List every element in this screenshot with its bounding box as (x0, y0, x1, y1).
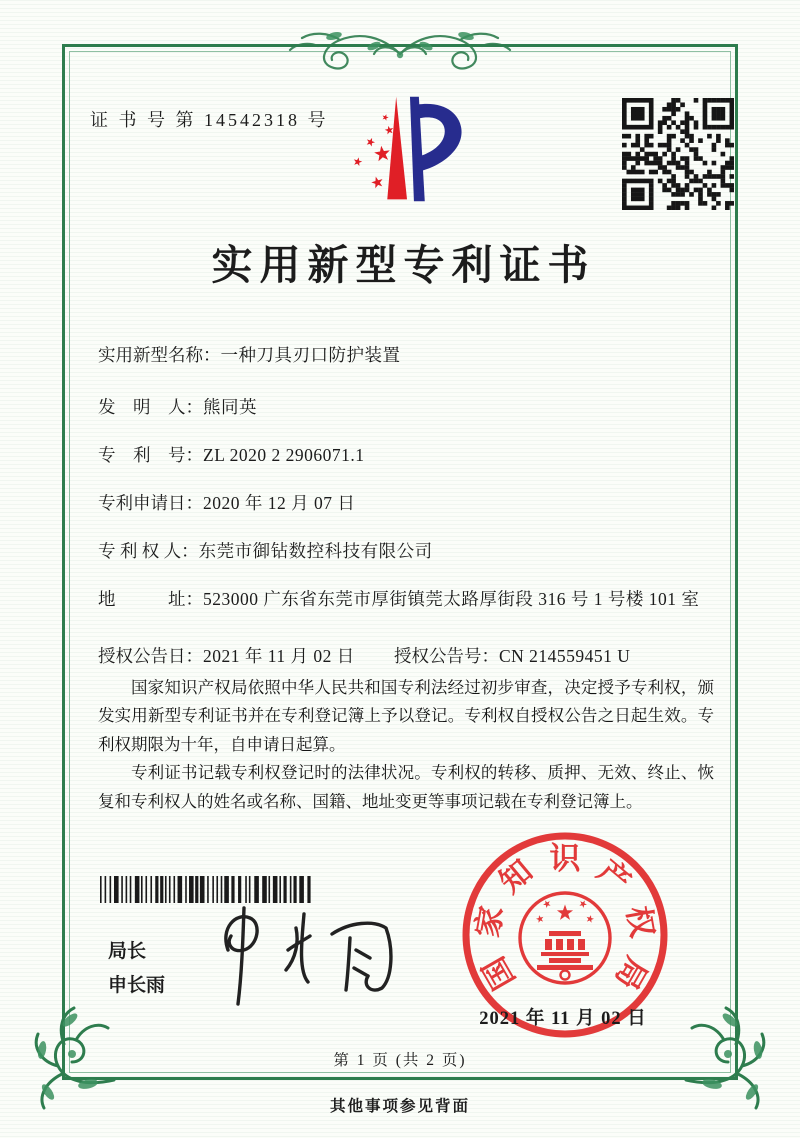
field-value: 523000 广东省东莞市厚街镇莞太路厚街段 316 号 1 号楼 101 室 (203, 589, 700, 609)
field-label: 发 明 人： (98, 397, 203, 417)
svg-text:权: 权 (620, 903, 661, 941)
field-label: 专利申请日： (98, 493, 203, 513)
field-value: 2020 年 12 月 07 日 (203, 493, 356, 513)
field-label: 专 利 号： (98, 445, 203, 465)
field-label: 授权公告日： (98, 646, 203, 666)
legal-paragraph-2: 专利证书记载专利权登记时的法律状况。专利权的转移、质押、无效、终止、恢复和专利权人的姓名或名称、国籍、地址变更等事项记载在专利登记簿上。 (98, 763, 714, 811)
field-label: 授权公告号： (394, 646, 499, 666)
field-row-address (98, 586, 714, 612)
handwritten-signature (198, 898, 410, 1016)
svg-text:产: 产 (591, 853, 638, 900)
field-row-utility-model-name (98, 342, 714, 368)
svg-text:国: 国 (475, 951, 522, 996)
seal-date: 2021 年 11 月 02 日 (479, 1009, 647, 1029)
field-value: 2021 年 11 月 02 日 (203, 646, 355, 666)
cnipa-logo-icon (334, 90, 482, 210)
back-side-note: 其他事项参见背面 (329, 1098, 470, 1115)
field-value: ZL 2020 2 2906071.1 (203, 445, 365, 465)
page-indicator: 第 1 页 (共 2 页) (333, 1052, 467, 1069)
field-label: 专 利 权 人： (98, 541, 199, 561)
national-emblem-icon (520, 893, 610, 983)
field-row-inventor (98, 394, 714, 420)
qr-code (622, 98, 734, 210)
certificate-title: 实用新型专利证书 (211, 242, 596, 288)
svg-text:知: 知 (492, 853, 539, 900)
field-grant-number (394, 643, 630, 669)
legal-text-block (98, 674, 714, 816)
svg-text:局: 局 (608, 951, 655, 996)
field-value: 东莞市御钻数控科技有限公司 (198, 541, 433, 561)
field-value: CN 214559451 U (499, 646, 631, 666)
field-label: 地 址： (98, 589, 203, 609)
field-row-grant (98, 643, 714, 669)
field-grant-date (98, 643, 355, 669)
field-row-patent-number (98, 442, 714, 468)
legal-paragraph-1: 国家知识产权局依照中华人民共和国专利法经过初步审查，决定授予专利权，颁发实用新型专利证书并在专利登记簿上予以登记。专利权自授权公告之日起生效。专利权期限为十年，自申请日起算。 (98, 678, 714, 754)
field-row-filing-date (98, 490, 714, 516)
commissioner-title: 局长 (108, 941, 147, 962)
field-label: 实用新型名称： (98, 345, 221, 365)
top-center-flourish-ornament (278, 24, 522, 76)
svg-text:识: 识 (549, 841, 581, 876)
field-value: 熊同英 (203, 397, 257, 417)
svg-text:家: 家 (469, 903, 510, 941)
field-value: 一种刀具刃口防护装置 (220, 345, 401, 365)
certificate-number: 证 书 号 第 14542318 号 (90, 110, 329, 130)
field-row-patentee (98, 538, 714, 564)
commissioner-name: 申长雨 (108, 975, 166, 996)
